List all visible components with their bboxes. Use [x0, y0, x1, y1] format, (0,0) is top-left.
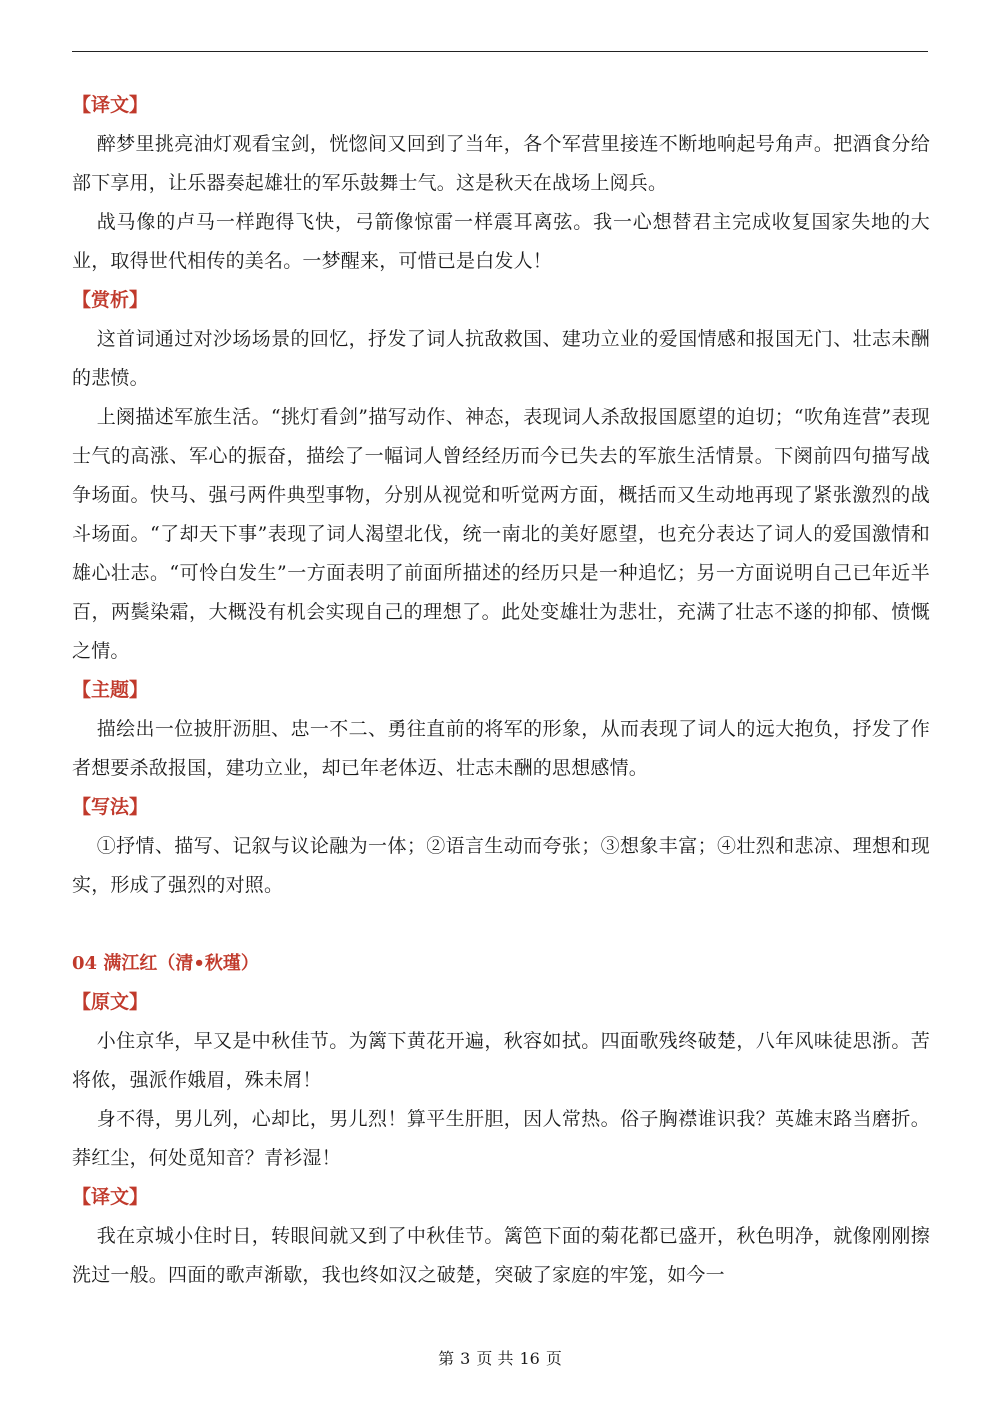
technique-heading: 【写法】 [72, 796, 149, 818]
poem-04-original-heading: 【原文】 [72, 991, 149, 1013]
theme-paragraph: 描绘出一位披肝沥胆、忠一不二、勇往直前的将军的形象，从而表现了词人的远大抱负，抒发了作者想要杀敌报国，建功立业，却已年老体迈、壮志未酬的思想感情。 [72, 718, 930, 779]
poem-04-title: 04 满江红（清•秋瑾） [72, 953, 259, 974]
appreciation-paragraph-1: 这首词通过对沙场场景的回忆，抒发了词人抗敌救国、建功立业的爱国情感和报国无门、壮志未酬的悲愤。 [72, 328, 930, 389]
appreciation-heading: 【赏析】 [72, 289, 149, 311]
appreciation-paragraph-2: 上阕描述军旅生活。“挑灯看剑”描写动作、神态，表现词人杀敌报国愿望的迫切；“吹角连营”表现士气的高涨、军心的振奋，描绘了一幅词人曾经经历而今已失去的军旅生活情景。下阕前四句描写战争场面。快马、强弓两件典型事物，分别从视觉和听觉两方面，概括而又生动地再现了紧张激烈的战斗场面。“了却天下事”表现了词人渴望北伐，统一南北的美好愿望，也充分表达了词人的爱国激情和雄心壮志。“可怜白发生”一方面表明了前面所描述的经历只是一种追忆；另一方面说明自己已年近半百，两鬓染霜，大概没有机会实现自己的理想了。此处变雄壮为悲壮，充满了壮志不遂的抑郁、愤慨之情。 [72, 406, 930, 662]
page-mid-text: 页 共 [476, 1349, 514, 1368]
translation-paragraph-2: 战马像的卢马一样跑得飞快，弓箭像惊雷一样震耳离弦。我一心想替君主完成收复国家失地的大业，取得世代相传的美名。一梦醒来，可惜已是白发人！ [72, 211, 930, 272]
poem-04-original-paragraph-1: 小住京华，早又是中秋佳节。为篱下黄花开遍，秋容如拭。四面歌残终破楚，八年风味徒思浙。苦将侬，强派作娥眉，殊未屑！ [72, 1030, 930, 1091]
page-prefix: 第 [438, 1349, 455, 1368]
translation-paragraph-1: 醉梦里挑亮油灯观看宝剑，恍惚间又回到了当年，各个军营里接连不断地响起号角声。把酒食分给部下享用，让乐器奏起雄壮的军乐鼓舞士气。这是秋天在战场上阅兵。 [72, 133, 930, 194]
total-pages-number: 16 [519, 1349, 540, 1368]
page-suffix: 页 [545, 1349, 562, 1368]
poem-04-original-paragraph-2: 身不得，男儿列，心却比，男儿烈！算平生肝胆，因人常热。俗子胸襟谁识我？英雄末路当磨折。莽红尘，何处觅知音？青衫湿！ [72, 1108, 930, 1169]
theme-heading: 【主题】 [72, 679, 149, 701]
translation-heading: 【译文】 [72, 94, 149, 116]
current-page-number: 3 [460, 1349, 471, 1368]
page-footer [0, 1346, 1000, 1369]
poem-04-translation-heading: 【译文】 [72, 1186, 149, 1208]
header-rule [72, 51, 928, 52]
poem-04-translation-paragraph: 我在京城小住时日，转眼间就又到了中秋佳节。篱笆下面的菊花都已盛开，秋色明净，就像刚刚擦洗过一般。四面的歌声渐歇，我也终如汉之破楚，突破了家庭的牢笼，如今一 [72, 1225, 930, 1286]
document-body [72, 86, 930, 1295]
technique-paragraph: ①抒情、描写、记叙与议论融为一体；②语言生动而夸张；③想象丰富；④壮烈和悲凉、理想和现实，形成了强烈的对照。 [72, 835, 930, 896]
